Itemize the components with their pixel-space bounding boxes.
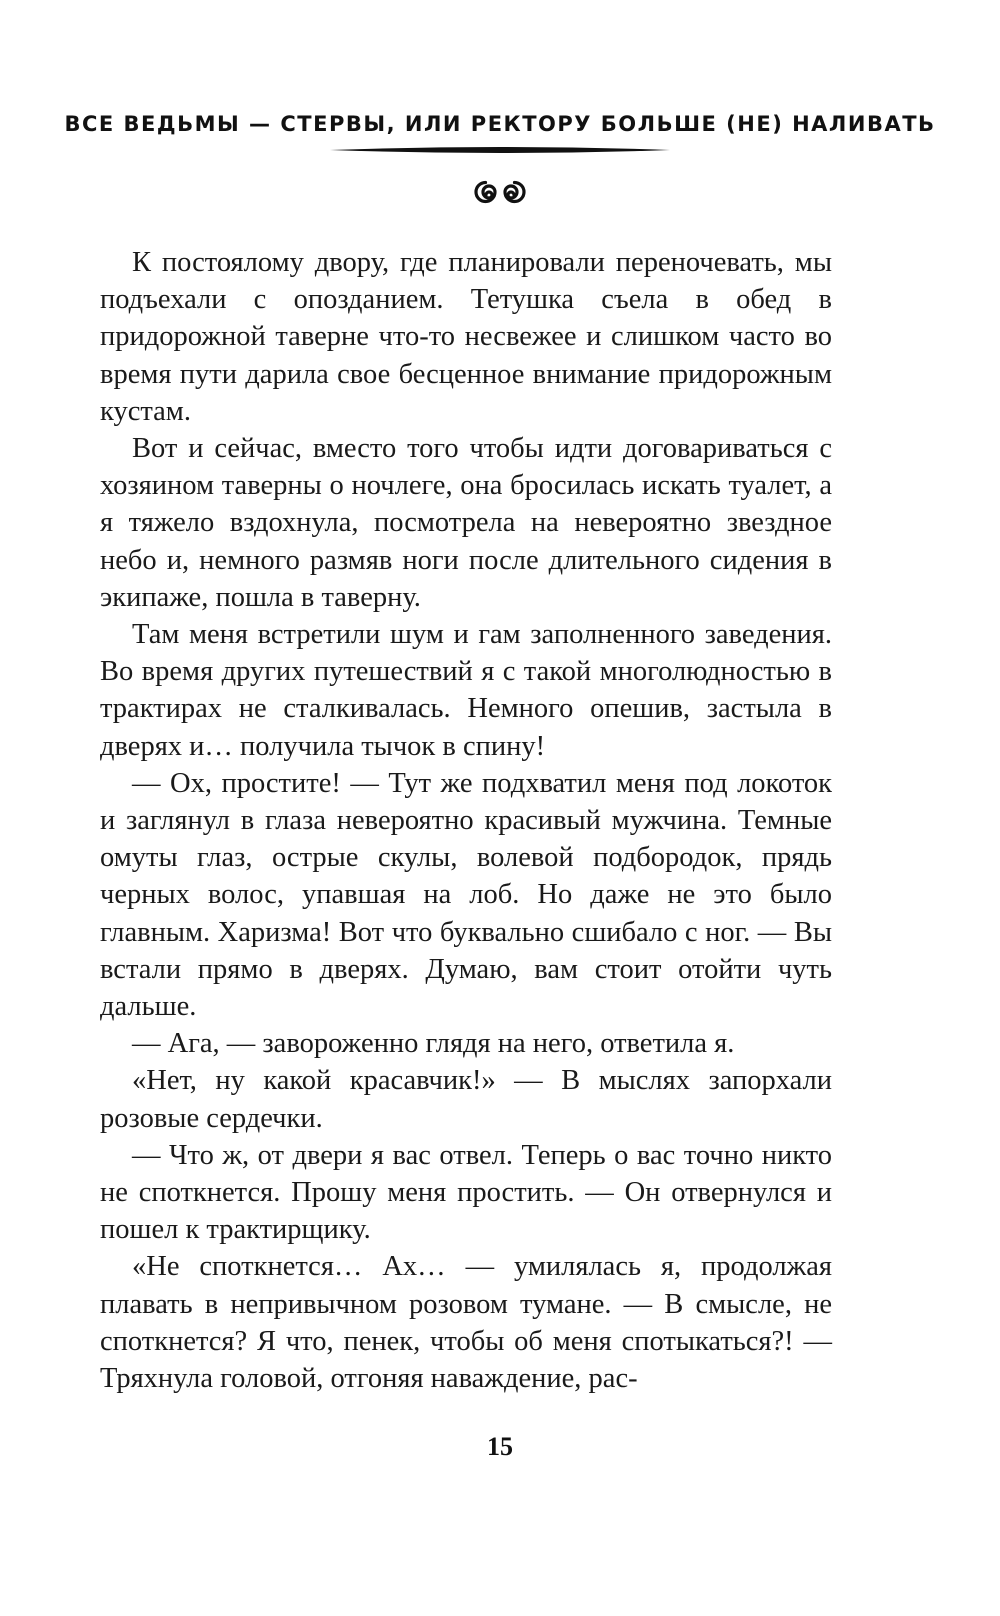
paragraph: «Нет, ну какой красавчик!» — В мыслях запорхали розовые сердечки. bbox=[100, 1065, 832, 1134]
body-text bbox=[100, 244, 832, 1397]
paragraph: Там меня встретили шум и гам заполненного заведения. Во время других путешествий я с такой многолюдностью в трактирах не сталкивалась. Немного опешив, застыла в дверях и… получила тычок в спину! bbox=[100, 619, 832, 762]
paragraph: — Ага, — завороженно глядя на него, ответила я. bbox=[132, 1028, 735, 1060]
paragraph: — Ох, простите! — Тут же подхватил меня под локоток и заглянул в глаза невероятно красивый мужчина. Темные омуты глаз, острые скулы, волевой подбородок, прядь черных волос, упавшая на лоб. Но даже не это было главным. Харизма! Вот что буквально сшибало с ног. — Вы встали прямо в дверях. Думаю, вам стоит отойти чуть дальше. bbox=[100, 767, 832, 1023]
header-underline-rule bbox=[330, 146, 670, 154]
paragraph: К постоялому двору, где планировали переночевать, мы подъехали с опозданием. Тетушка съела в обед в придорожной таверне что-то несвежее и слишком часто во время пути дарила свое бесценное внимание придорожным кустам. bbox=[100, 247, 832, 427]
page-number: 15 bbox=[487, 1432, 513, 1461]
paragraph: — Что ж, от двери я вас отвел. Теперь о вас точно никто не споткнется. Прошу меня простить. — Он отвернулся и пошел к трактирщику. bbox=[100, 1139, 832, 1246]
paragraph: Вот и сейчас, вместо того чтобы идти договариваться с хозяином таверны о ночлеге, она бросилась искать туалет, а я тяжело вздохнула, посмотрела на невероятно звездное небо и, немного размяв ноги после длительного сидения в экипаже, пошла в таверну. bbox=[100, 433, 832, 613]
swirl-ornament-icon bbox=[0, 180, 1000, 216]
running-header-title: ВСЕ ВЕДЬМЫ — СТЕРВЫ, ИЛИ РЕКТОРУ БОЛЬШЕ (НЕ) НАЛИВАТЬ bbox=[64, 112, 936, 136]
paragraph: «Не споткнется… Ах… — умилялась я, продолжая плавать в непривычном розовом тумане. — В смысле, не споткнется? Я что, пенек, чтобы об меня спотыкаться?! — Тряхнула головой, отгоняя наваждение, рас- bbox=[100, 1251, 832, 1395]
